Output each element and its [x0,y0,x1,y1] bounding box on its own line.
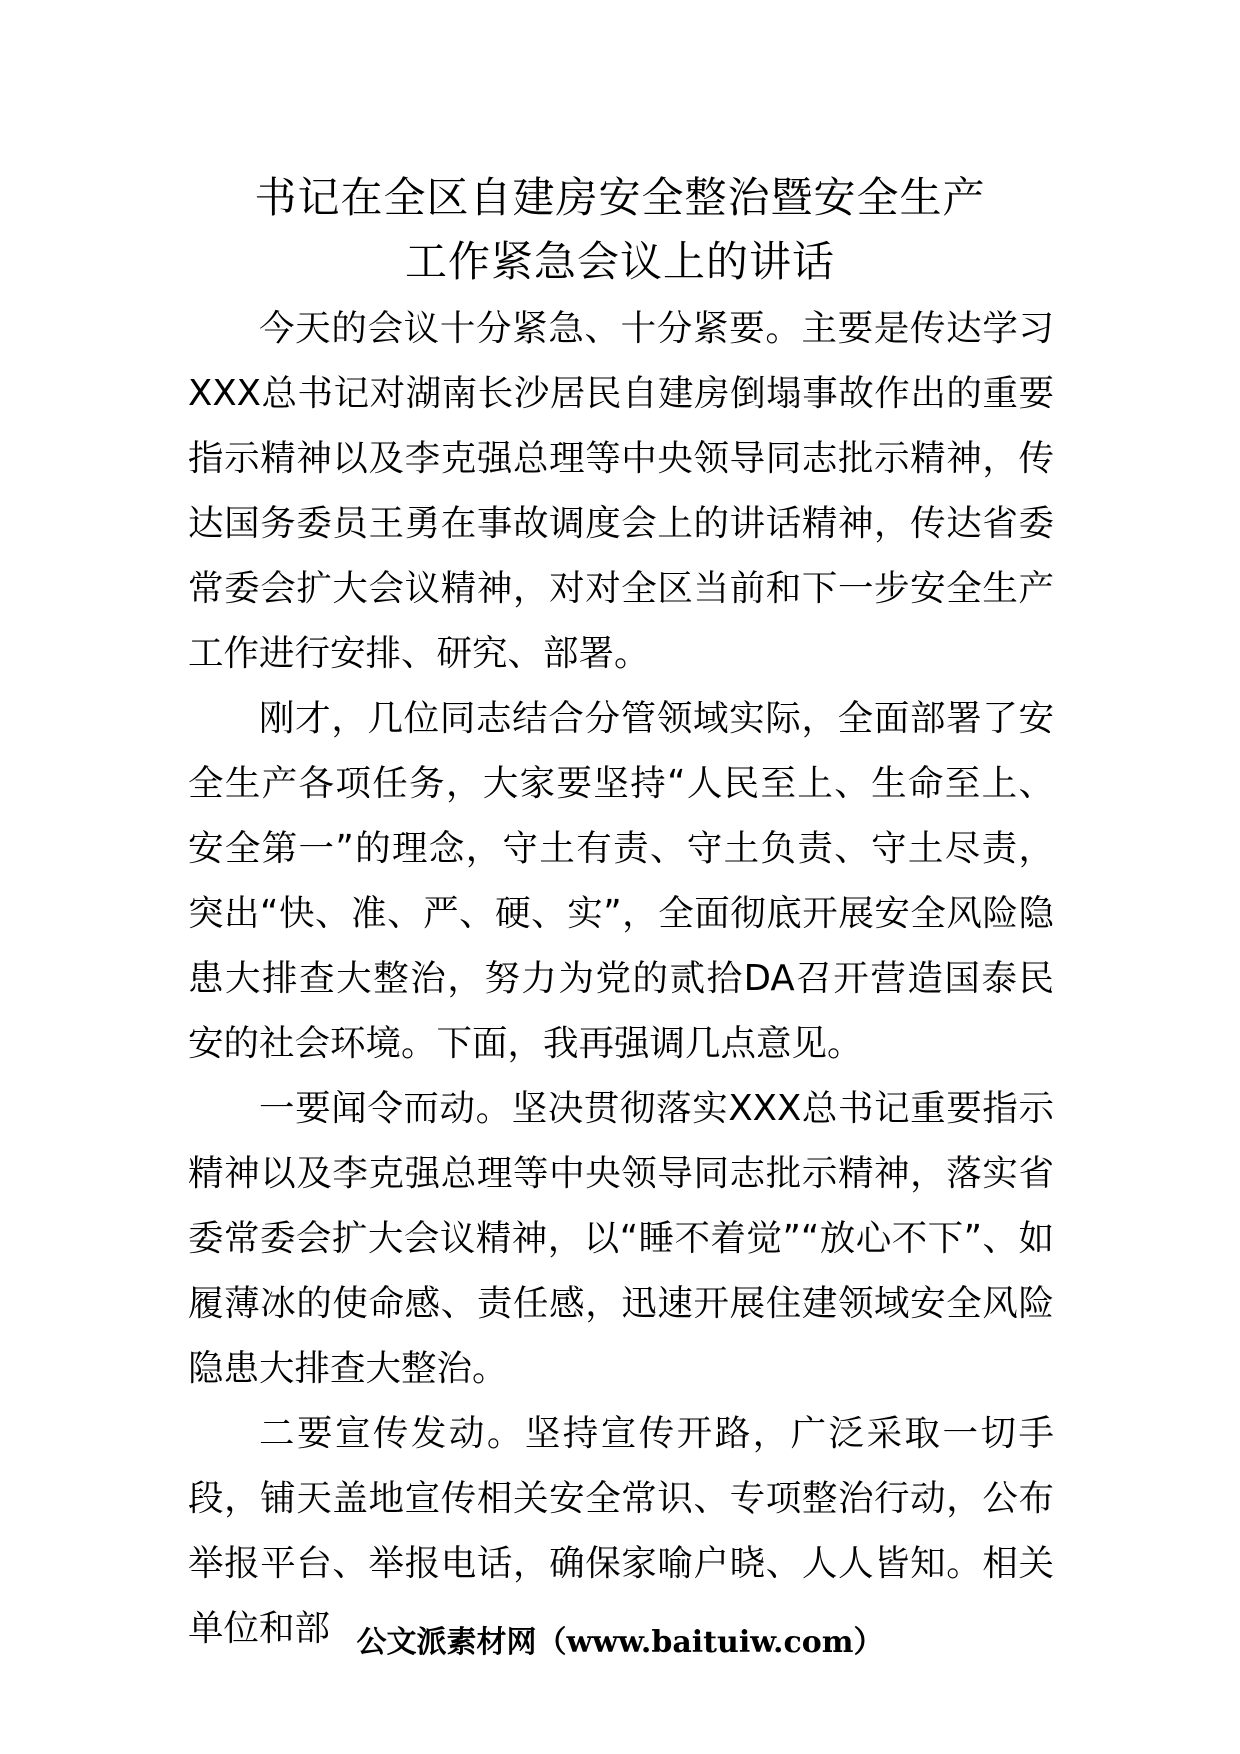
paragraph-1: 今天的会议十分紧急、十分紧要。主要是传达学习XXX总书记对湖南长沙居民自建房倒塌事故作出的重要指示精神以及李克强总理等中央领导同志批示精神，传达国务委员王勇在事故调度会上的讲话精神，传达省委常委会扩大会议精神，对对全区当前和下一步安全生产工作进行安排、研究、部署。 [188,308,1054,674]
document-body [188,296,1054,1661]
footer-watermark: 公文派素材网（www.baituiw.com） [356,1625,884,1660]
paragraph-3: 一要闻令而动。坚决贯彻落实XXX总书记重要指示精神以及李克强总理等中央领导同志批示精神，落实省委常委会扩大会议精神，以“睡不着觉”“放心不下”、如履薄冰的使命感、责任感，迅速开展住建领域安全风险隐患大排查大整治。 [188,1088,1054,1389]
document-title [150,166,1090,294]
paragraph-4: 二要宣传发动。坚持宣传开路，广泛采取一切手段，铺天盖地宣传相关安全常识、专项整治行动，公布举报平台、举报电话，确保家喻户晓、人人皆知。相关单位和部 [188,1413,1054,1649]
title-line-2: 工作紧急会议上的讲话 [404,237,835,286]
paragraph-2: 刚才，几位同志结合分管领域实际，全面部署了安全生产各项任务，大家要坚持“人民至上、生命至上、安全第一”的理念，守土有责、守土负责、守土尽责，突出“快、准、严、硬、实”，全面彻底开展安全风险隐患大排查大整治，努力为党的贰拾DA召开营造国泰民安的社会环境。下面，我再强调几点意见。 [188,698,1054,1064]
title-line-1: 书记在全区自建房安全整治暨安全生产 [254,173,986,222]
